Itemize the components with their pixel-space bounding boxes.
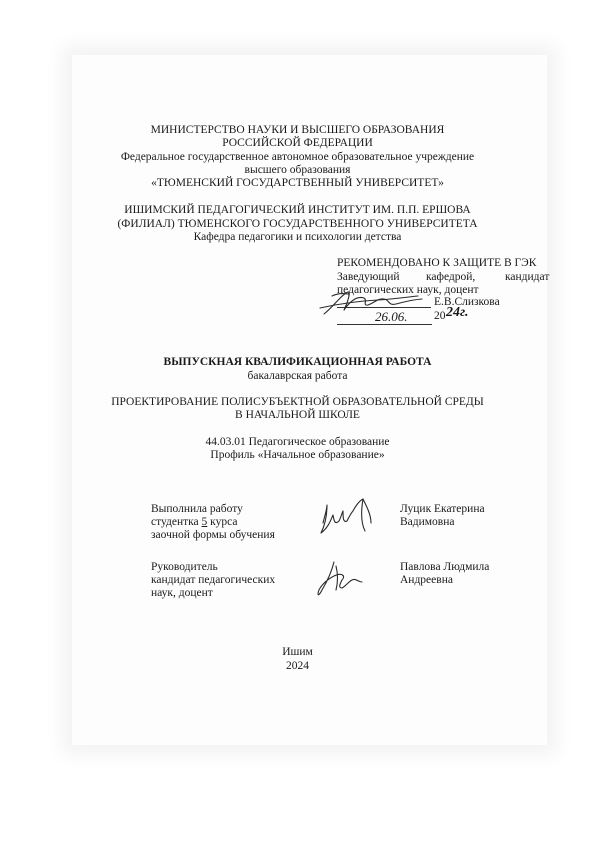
branch-line-2: (ФИЛИАЛ) ТЮМЕНСКОГО ГОСУДАРСТВЕННОГО УНИВЕРСИТЕТА bbox=[117, 218, 478, 230]
work-subtype: бакалаврская работа bbox=[247, 370, 348, 382]
student-name-line-2: Вадимовна bbox=[400, 516, 455, 528]
work-title-line-2: В НАЧАЛЬНОЙ ШКОЛЕ bbox=[235, 409, 360, 421]
university-name: «ТЮМЕНСКИЙ ГОСУДАРСТВЕННЫЙ УНИВЕРСИТЕТ» bbox=[151, 177, 444, 189]
supervisor-name-line-2: Андреевна bbox=[400, 574, 453, 586]
approval-name: Е.В.Слизкова bbox=[434, 296, 500, 308]
approval-role-word-3: кандидат bbox=[505, 271, 550, 283]
student-course: 5 bbox=[201, 516, 208, 528]
student-name-line-1: Луцик Екатерина bbox=[400, 503, 485, 515]
institution-line-1: Федеральное государственное автономное образовательное учреждение bbox=[120, 151, 475, 163]
department-name: Кафедра педагогики и психологии детства bbox=[193, 231, 402, 243]
approval-date-year-hand: 24г. bbox=[446, 305, 469, 320]
supervisor-label-line-1: Руководитель bbox=[151, 561, 218, 573]
approval-date-day: 26.06. bbox=[375, 309, 408, 324]
work-type: ВЫПУСКНАЯ КВАЛИФИКАЦИОННАЯ РАБОТА bbox=[163, 356, 432, 368]
supervisor-name-line-1: Павлова Людмила bbox=[400, 561, 490, 573]
ministry-line-2: РОССИЙСКОЙ ФЕДЕРАЦИИ bbox=[222, 137, 373, 149]
approval-role-line-2: педагогических наук, доцент bbox=[337, 284, 479, 296]
supervisor-label-line-3: наук, доцент bbox=[151, 587, 213, 599]
year: 2024 bbox=[286, 660, 309, 672]
supervisor-signature-icon bbox=[312, 558, 368, 598]
student-label-line-3: заочной формы обучения bbox=[151, 529, 275, 541]
student-label-line-1: Выполнила работу bbox=[151, 503, 243, 515]
institution-line-2: высшего образования bbox=[244, 164, 351, 176]
approval-date-year-prefix: 20 bbox=[434, 310, 446, 322]
city: Ишим bbox=[282, 646, 313, 658]
approval-title: РЕКОМЕНДОВАНО К ЗАЩИТЕ В ГЭК bbox=[337, 257, 537, 269]
student-signature-icon bbox=[315, 493, 380, 543]
supervisor-label-line-2: кандидат педагогических bbox=[151, 574, 276, 586]
student-label-line-2: студентка 5 курса bbox=[151, 516, 238, 528]
head-signature-icon bbox=[318, 284, 428, 326]
approval-role-word-2: кафедрой, bbox=[426, 271, 476, 283]
specialty-code: 44.03.01 Педагогическое образование bbox=[205, 436, 390, 448]
ministry-line-1: МИНИСТЕРСТВО НАУКИ И ВЫСШЕГО ОБРАЗОВАНИЯ bbox=[150, 124, 445, 136]
branch-line-1: ИШИМСКИЙ ПЕДАГОГИЧЕСКИЙ ИНСТИТУТ ИМ. П.П. ЕРШОВА bbox=[124, 204, 471, 216]
approval-role-word-1: Заведующий bbox=[337, 271, 400, 283]
profile-name: Профиль «Начальное образование» bbox=[210, 449, 385, 461]
work-title-line-1: ПРОЕКТИРОВАНИЕ ПОЛИСУБЪЕКТНОЙ ОБРАЗОВАТЕЛЬНОЙ СРЕДЫ bbox=[111, 396, 484, 408]
